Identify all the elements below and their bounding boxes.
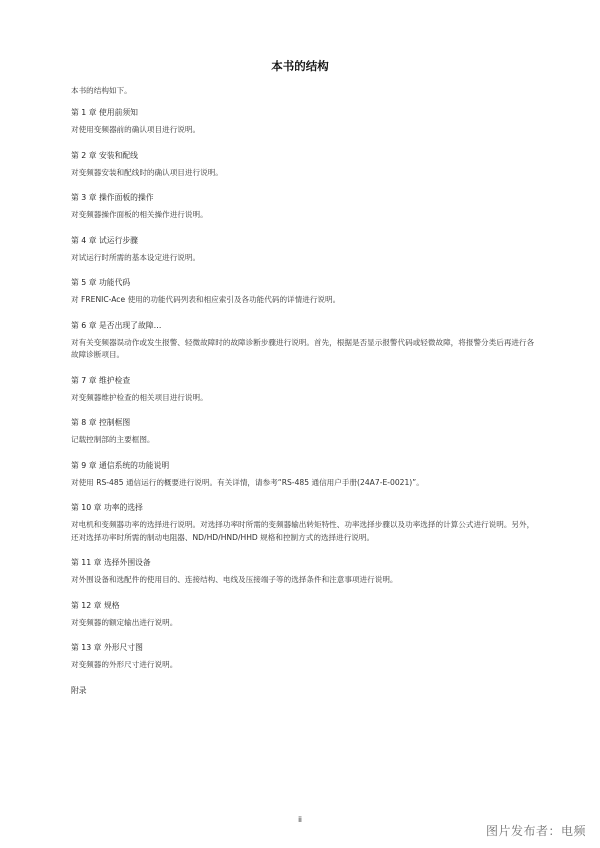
chapter-description: 记载控制部的主要框图。	[71, 435, 155, 444]
chapter-section	[71, 417, 541, 447]
intro-text: 本书的结构如下。	[71, 86, 132, 95]
chapter-heading: 第 2 章 安装和配线	[71, 150, 138, 160]
chapter-section	[71, 600, 541, 630]
chapter-description: 对变频器维护检查的相关项目进行说明。	[71, 392, 208, 402]
page-title: 本书的结构	[271, 59, 329, 73]
chapter-description: 对使用 RS-485 通信运行的概要进行说明。有关详情，请参考“RS-485 通信用户手册(24A7-E-0021)”。	[71, 477, 424, 487]
chapter-heading: 第 11 章 选择外围设备	[71, 558, 151, 567]
chapter-description: 对有关变频器误动作或发生报警、轻微故障时的故障诊断步骤进行说明。首先，根据是否显示报警代码或轻微故障，将报警分类后再进行各故障诊断项目。	[71, 337, 535, 359]
chapter-heading: 第 9 章 通信系统的功能说明	[71, 460, 170, 470]
chapter-description: 对变频器的额定输出进行说明。	[71, 617, 178, 627]
chapter-section	[71, 150, 541, 180]
chapter-heading: 第 4 章 试运行步骤	[71, 235, 138, 245]
chapter-section	[71, 107, 541, 137]
chapter-heading: 第 12 章 规格	[71, 600, 120, 610]
chapter-description: 对试运行时所需的基本设定进行说明。	[71, 252, 201, 262]
chapter-description: 对变频器安装和配线时的确认项目进行说明。	[71, 167, 223, 177]
chapter-description: 对外围设备和选配件的使用目的、连接结构、电线及压接端子等的选择条件和注意事项进行说明。	[71, 575, 398, 584]
chapter-heading: 第 10 章 功率的选择	[71, 503, 143, 512]
chapter-heading: 第 1 章 使用前须知	[71, 108, 138, 117]
chapter-description: 对变频器的外形尺寸进行说明。	[71, 660, 178, 669]
chapter-heading: 第 8 章 控制框图	[71, 418, 131, 427]
chapter-section	[71, 460, 541, 490]
page-number: ii	[298, 815, 302, 824]
chapter-section	[71, 320, 541, 362]
chapter-section	[71, 235, 541, 265]
chapter-section	[71, 277, 541, 307]
chapter-description: 对 FRENIC-Ace 使用的功能代码列表和相应索引及各功能代码的详情进行说明。	[71, 295, 341, 304]
chapter-heading: 第 13 章 外形尺寸图	[71, 643, 143, 652]
publisher-watermark: 图片发布者：电频	[485, 824, 586, 838]
content-body	[71, 85, 541, 697]
chapter-section	[71, 375, 541, 405]
chapter-section	[71, 642, 541, 672]
chapter-heading: 第 5 章 功能代码	[71, 278, 131, 287]
chapter-section	[71, 192, 541, 222]
chapter-heading: 第 7 章 维护检查	[71, 375, 131, 385]
chapter-section	[71, 557, 541, 587]
chapter-heading: 第 3 章 操作面板的操作	[71, 193, 154, 202]
appendix-heading: 附录	[71, 685, 87, 695]
chapter-heading: 第 6 章 是否出现了故障…	[71, 320, 162, 330]
chapter-description: 对电机和变频器功率的选择进行说明。对选择功率时所需的变频器输出转矩特性、功率选择步骤以及功率选择的计算公式进行说明。另外，还对选择功率时所需的制动电阻器、ND/HD/HND/HHD 规格和控制方式的选择进行说明。	[71, 520, 535, 542]
chapter-section	[71, 502, 541, 544]
chapter-description: 对使用变频器前的确认项目进行说明。	[71, 125, 201, 134]
chapter-description: 对变频器操作面板的相关操作进行说明。	[71, 210, 208, 219]
